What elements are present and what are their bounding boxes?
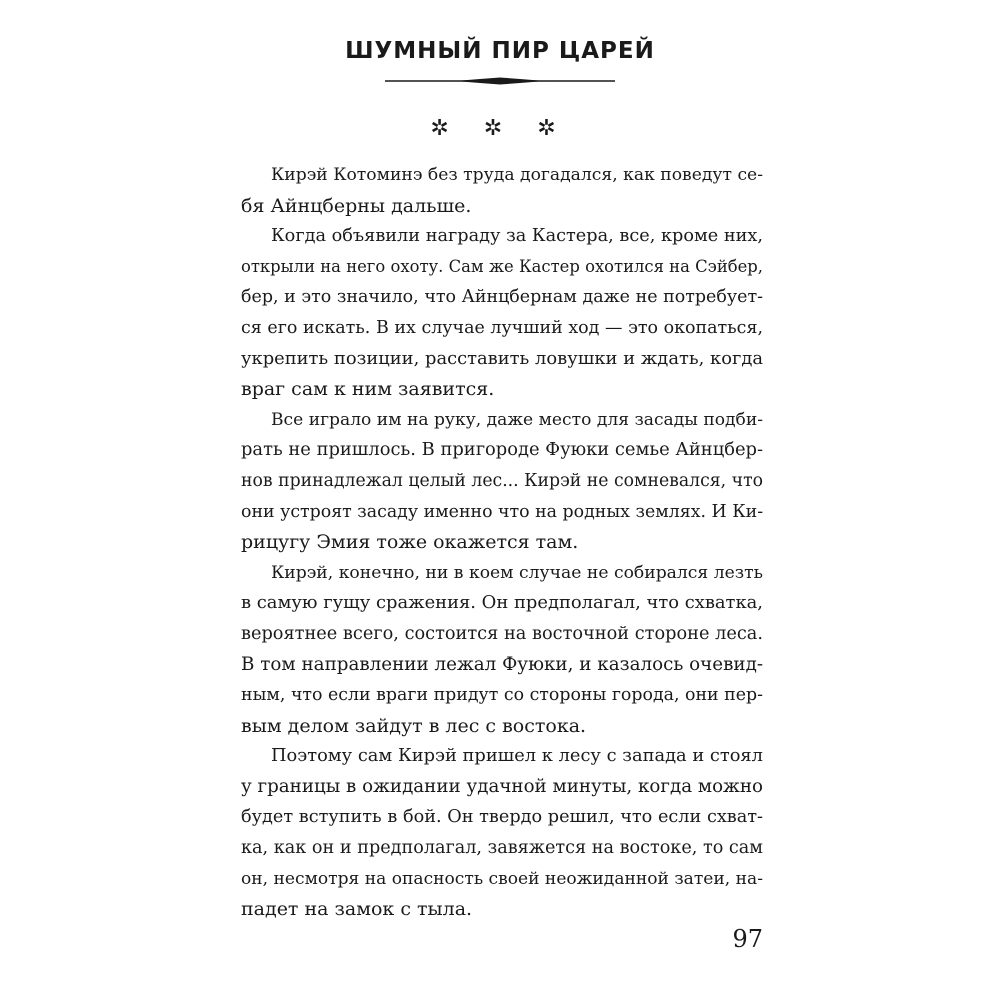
text-line: Кирэй, конечно, ни в коем случае не собирался лезть [271,562,763,583]
paragraph [241,558,763,742]
text-line: в самую гущу сражения. Он предполагал, что схватка, [241,592,763,614]
text-line: Все играло им на руку, даже место для засады подби- [271,409,763,430]
text-line: Кирэй Котоминэ без труда догадался, как поведут се- [271,165,764,185]
text-line: у границы в ожидании удачной минуты, когда можно [241,775,763,797]
paragraph [241,741,763,925]
text-line: бя Айнцберны дальше. [241,194,472,217]
body-text [241,160,763,925]
paragraph [241,221,763,405]
text-line: ка, как он и предполагал, завяжется на востоке, то сам [241,838,763,859]
paragraph [241,160,763,221]
text-line: открыли на него охоту. Сам же Кастер охотился на Сэйбер, [241,256,763,276]
text-line: Поэтому сам Кирэй пришел к лесу с запада и стоял [271,745,763,767]
text-line: В том направлении лежал Фуюки, и казалось очевид- [241,653,763,675]
text-line: враг сам к ним заявится. [241,378,495,401]
text-line: бер, и это значило, что Айнцбернам даже не потребует- [241,287,763,308]
section-break-asterism: ✲ ✲ ✲ [430,116,570,141]
text-line: вероятнее всего, состоится на восточной стороне леса. [241,623,763,644]
text-line: будет вступить в бой. Он твердо решил, что если схват- [241,807,763,828]
text-line: ным, что если враги придут со стороны города, они пер- [241,685,763,706]
page-number: 97 [732,925,763,953]
text-line: нов принадлежал целый лес... Кирэй не сомневался, что [241,470,763,491]
text-line: рать не пришлось. В пригороде Фуюки семье Айнцбер- [241,439,763,461]
running-head: ШУМНЫЙ ПИР ЦАРЕЙ [345,38,655,64]
text-line: укрепить позиции, расставить ловушки и ждать, когда [241,347,763,369]
text-line: вым делом зайдут в лес с востока. [241,714,587,737]
paragraph [241,405,763,558]
text-line: ся его искать. В их случае лучший ход — это окопаться, [241,317,763,338]
text-line: он, несмотря на опасность своей неожиданной затеи, на- [241,868,763,889]
ornamental-rule [385,76,615,86]
text-line: падет на замок с тыла. [241,898,473,921]
text-line: они устроят засаду именно что на родных землях. И Ки- [241,501,764,522]
text-line: рицугу Эмия тоже окажется там. [241,531,579,554]
text-line: Когда объявили награду за Кастера, все, кроме них, [271,226,763,247]
